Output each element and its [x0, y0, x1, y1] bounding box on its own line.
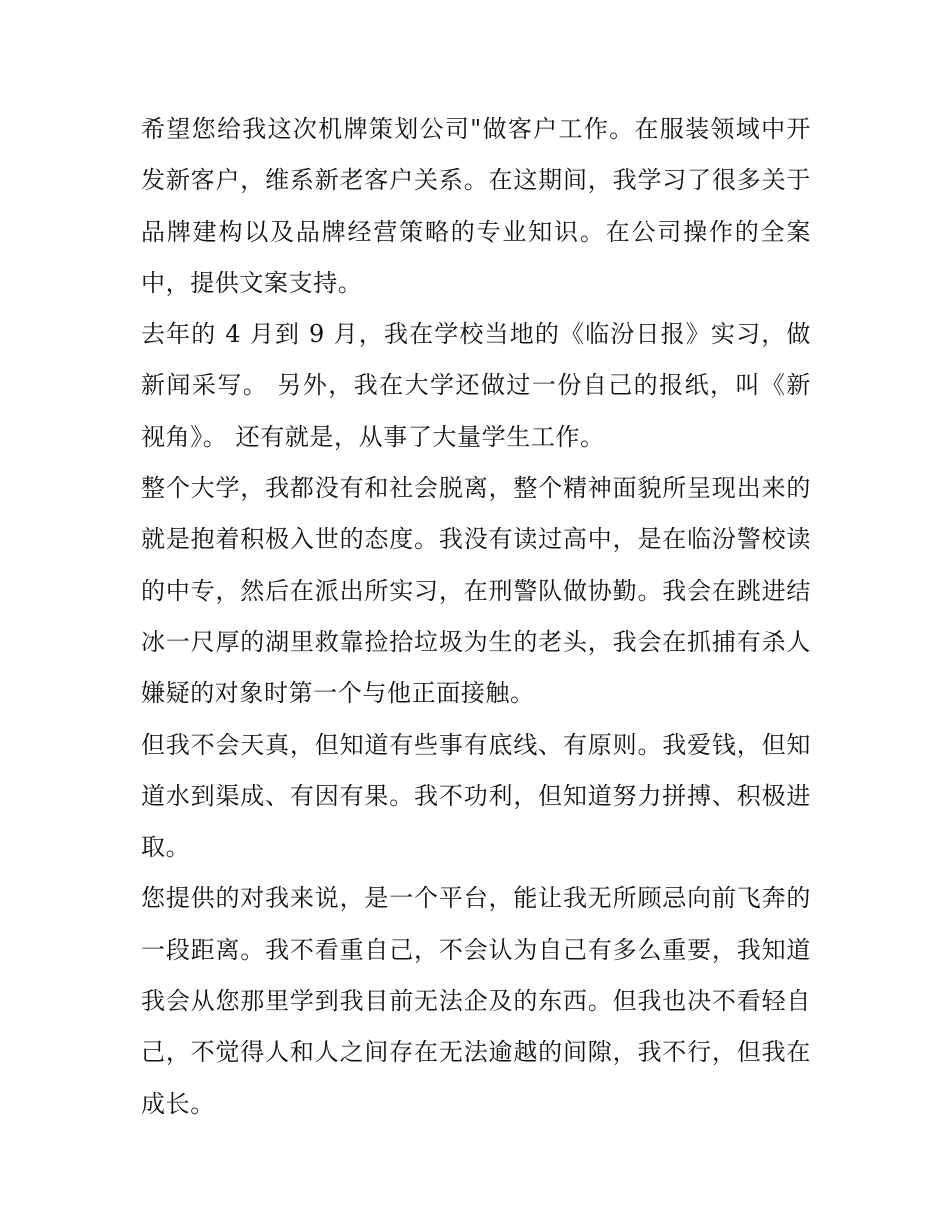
paragraph-3: 整个大学，我都没有和社会脱离，整个精神面貌所呈现出来的就是抱着积极入世的态度。我没有读过高中，是在临汾警校读的中专，然后在派出所实习，在刑警队做协勤。我会在跳进结冰一尺厚的湖里救靠捡拾垃圾为生的老头，我会在抓捕有杀人嫌疑的对象时第一个与他正面接触。 [141, 474, 811, 708]
paragraph-5: 您提供的对我来说，是一个平台，能让我无所顾忌向前飞奔的一段距离。我不看重自己，不会认为自己有多么重要，我知道我会从您那里学到我目前无法企及的东西。但我也决不看轻自己，不觉得人和人之间存在无法逾越的间隙，我不行，但我在成长。 [141, 884, 811, 1118]
paragraph-1: 希望您给我这次机牌策划公司"做客户工作。在服装领域中开发新客户，维系新老客户关系。在这期间，我学习了很多关于品牌建构以及品牌经营策略的专业知识。在公司操作的全案中，提供文案支持。 [141, 115, 811, 297]
document-body [141, 104, 811, 1130]
paragraph-2: 去年的 4 月到 9 月，我在学校当地的《临汾日报》实习，做新闻采写。 另外，我在大学还做过一份自己的报纸，叫《新视角》。 还有就是，从事了大量学生工作。 [141, 320, 811, 451]
paragraph-4: 但我不会天真，但知道有些事有底线、有原则。我爱钱，但知道水到渠成、有因有果。我不功利，但知道努力拼搏、积极进取。 [141, 730, 811, 862]
